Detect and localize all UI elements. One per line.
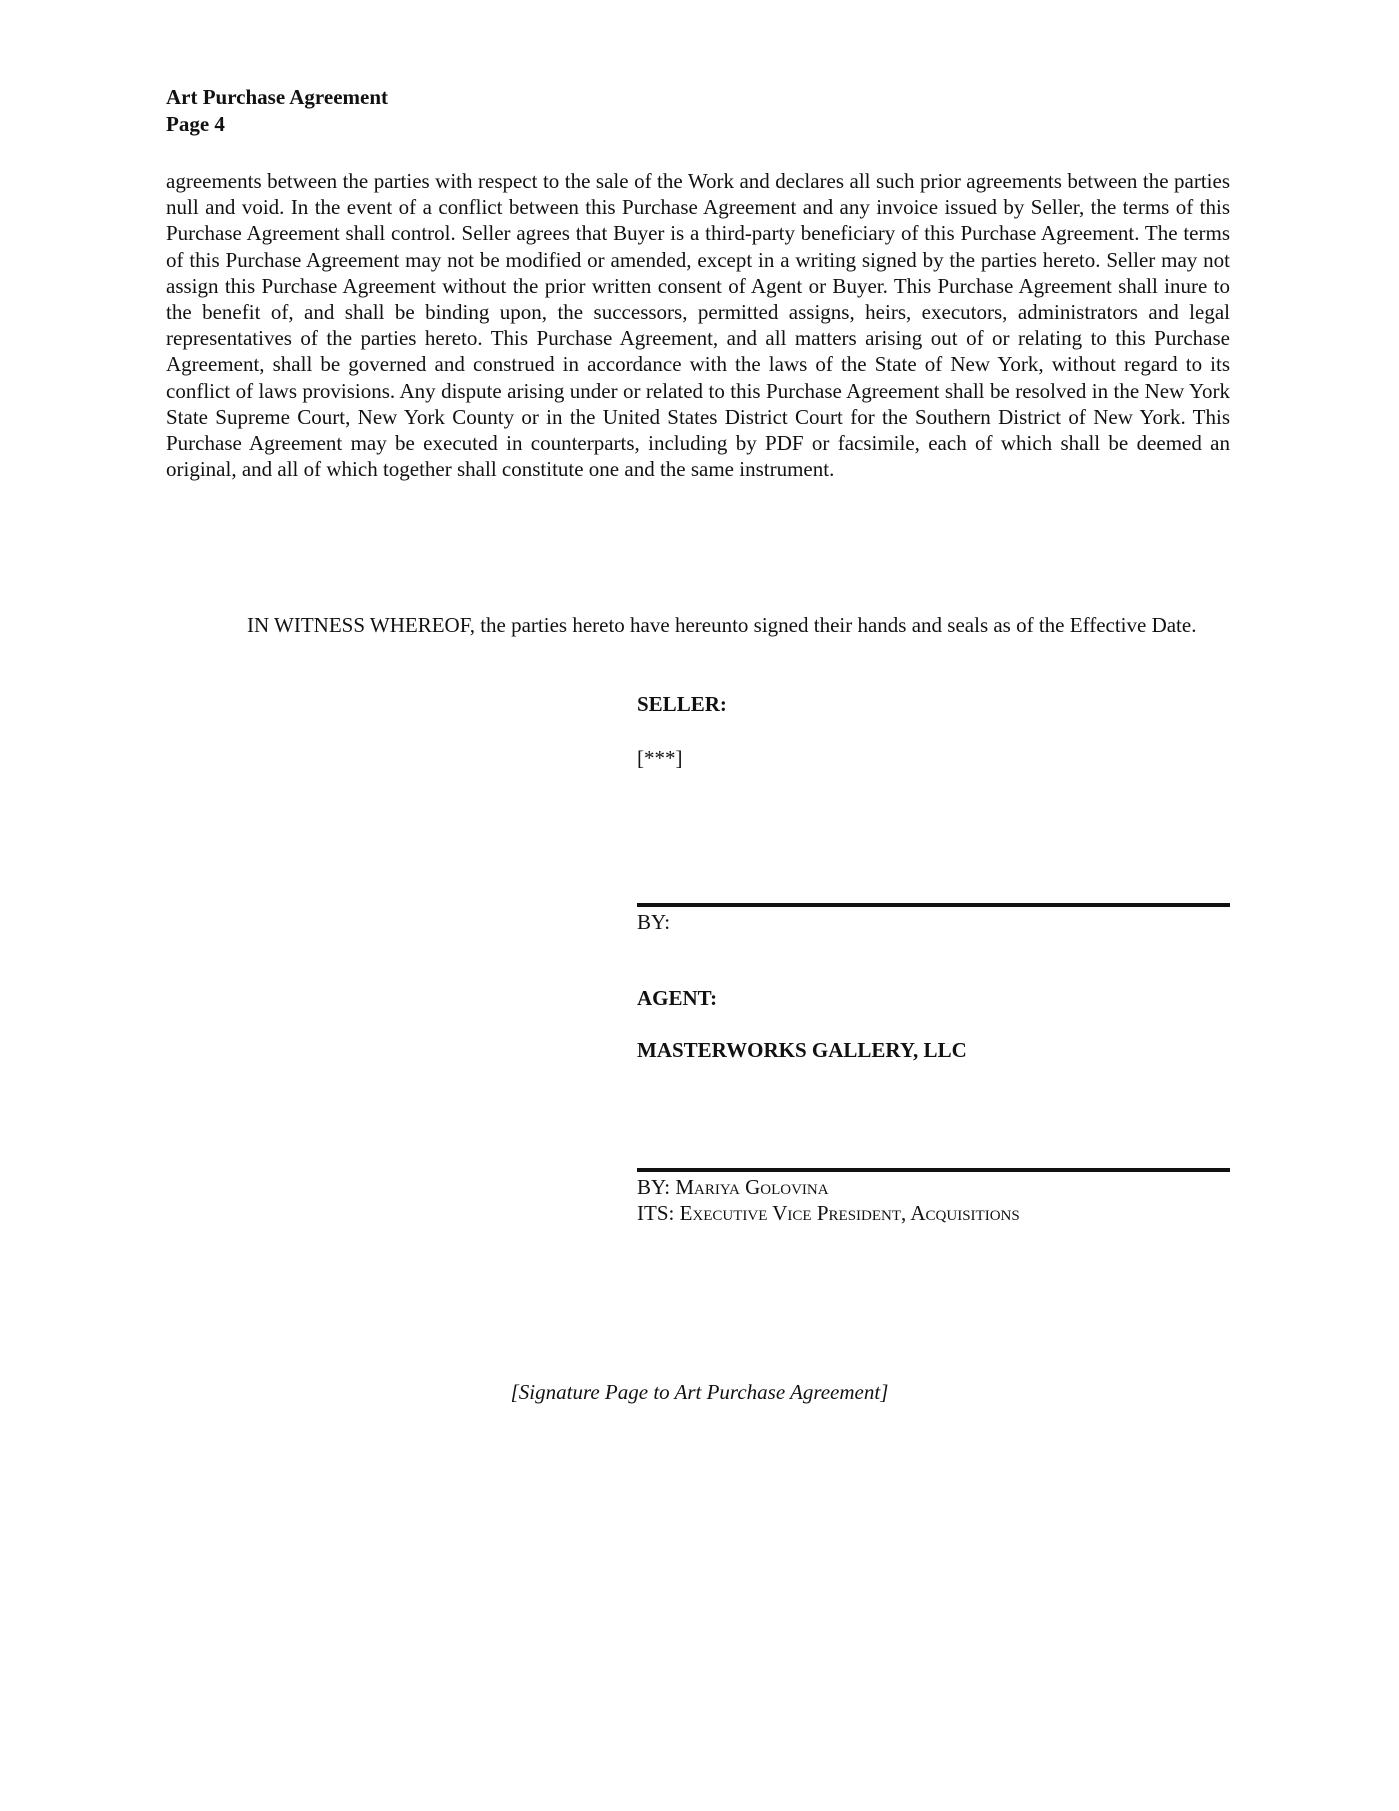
body-paragraph: agreements between the parties with respect to the sale of the Work and declares all such prior agreements between the parties null and void. In the event of a conflict between this Purchase Agreement and any invoice issued by Seller, the terms of this Purchase Agreement shall control. Seller agrees that Buyer is a third-party beneficiary of this Purchase Agreement. The terms of this Purchase Agreement may not be modified or amended, except in a writing signed by the parties hereto. Seller may not assign this Purchase Agreement without the prior written consent of Agent or Buyer. This Purchase Agreement shall inure to the benefit of, and shall be binding upon, the successors, permitted assigns, heirs, executors, administrators and legal representatives of the parties hereto. This Purchase Agreement, and all matters arising out of or relating to this Purchase Agreement, shall be governed and construed in accordance with the laws of the State of New York, without regard to its conflict of laws provisions. Any dispute arising under or related to this Purchase Agreement shall be resolved in the New York State Supreme Court, New York County or in the United States District Court for the Southern District of New York. This Purchase Agreement may be executed in counterparts, including by PDF or facsimile, each of which shall be deemed an original, and all of which together shall constitute one and the same instrument. — [166, 169, 1230, 482]
agent-name: MASTERWORKS GALLERY, LLC — [637, 1038, 967, 1062]
agent-signature-line — [637, 1168, 1230, 1172]
witness-paragraph: IN WITNESS WHEREOF, the parties hereto have hereunto signed their hands and seals as of the Effective Date. — [247, 613, 1197, 637]
seller-heading: SELLER: — [637, 692, 727, 716]
seller-signature-line — [637, 903, 1230, 907]
agent-its-line: ITS: Executive Vice President, Acquisitions — [637, 1201, 1020, 1225]
seller-name: [***] — [637, 746, 683, 770]
agent-heading: AGENT: — [637, 986, 718, 1010]
seller-by-label: BY: — [637, 910, 671, 934]
agent-by-line: BY: Mariya Golovina — [637, 1175, 829, 1199]
document-title: Art Purchase Agreement — [166, 85, 388, 109]
signature-page-caption: [Signature Page to Art Purchase Agreement] — [510, 1380, 889, 1404]
page-number: Page 4 — [166, 112, 225, 136]
page-header — [166, 84, 388, 138]
